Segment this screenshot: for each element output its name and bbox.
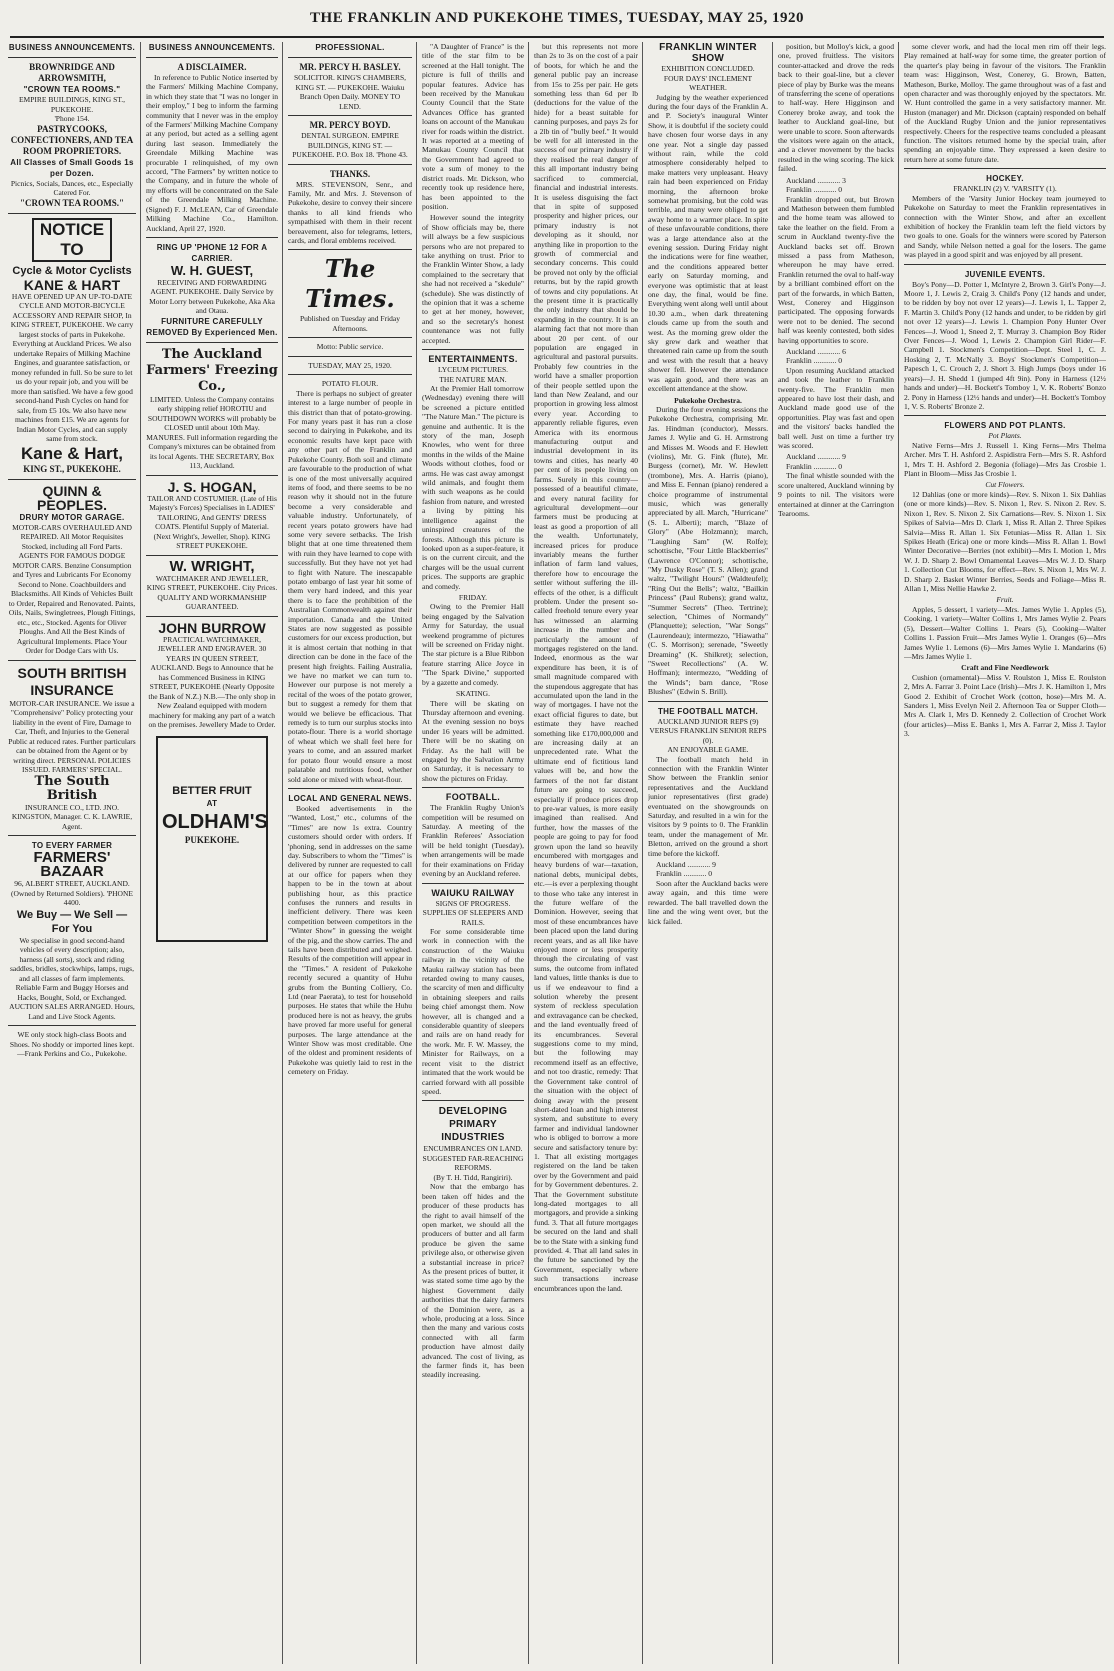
juvenile-heading: JUVENILE EVENTS. (964, 269, 1046, 279)
divider (904, 264, 1106, 265)
score-line: Franklin ............ 0 (786, 461, 843, 471)
insurance-logo: The South British (34, 773, 110, 803)
ad-goods: All Classes of Small Goods 1s per Dozen. (10, 157, 134, 178)
match-continued-3: Upon resuming Auckland attacked and took the leather to Franklin twenty-five. The Franklin men appeared to have lost their dash, and Auckland made good use of the opportunities. Play was fast and open and the visitors' backs handled the ball well. Just on time a further try was scored. (778, 365, 894, 451)
divider (288, 249, 412, 250)
orchestra-heading: Pukekohe Orchestra. (674, 395, 742, 405)
oldhams-town: PUKEKOHE. (184, 834, 240, 845)
editorial-title: POTATO FLOUR. (321, 379, 379, 389)
column-4 (422, 42, 524, 1664)
score-line: Auckland ............ 3 (786, 175, 846, 185)
craft-body: Cushion (ornamental)—Miss V. Roulston 1, Miss E. Roulston 2, Mrs A. Farrar 3. Point Lace (Irish)—Mrs J. K. Hamilton 1, Mrs Good 2. Exhibit of Crochet Work (cotton, hose)—Mrs M. A. Sanders 1, Miss Evelyn Neil 2. Afternoon Tea or Supper Cloth—Mrs A. Clark 1, Mrs D. Kennedy 2. Collection of Crochet Work (four articles)—Miss E. Banks 1, Mrs A. Farrar 2, Miss J. Taylor 3. (904, 672, 1106, 739)
winter-show-heading: FRANKLIN WINTER SHOW (659, 42, 757, 64)
winter-show-sub: EXHIBITION CONCLUDED. (661, 64, 755, 73)
divider (8, 57, 136, 58)
divider (8, 213, 136, 214)
column-rule (416, 42, 417, 1664)
winter-show-sub2: FOUR DAYS' INCLEMENT WEATHER. (663, 73, 753, 92)
guest-body: RECEIVING AND FORWARDING AGENT. PUKEKOHE. Daily Service by Motor Lorry between Pukekohe, Aka Aka and Otaua. (149, 277, 275, 316)
freezing-body: LIMITED. Unless the Company contains early shipping relief HOROTIU and SOUTHDOWN WORKS will probably be CLOSED until about 10th May. MANURES. Full information regarding the Company's mixtures can be obtained from its local Agents. THE SECRETARY, Box 113, Auckland. (146, 394, 278, 471)
match-continued-2: Franklin dropped out, but Brown and Matheson between them fumbled and the home team was allowed to take the leather on the field. From a scrum in Auckland twenty-five the Auckland backs set off. Brown missed a pass from Matheson, whereupon he may have erred. Franklin returned the oval to half-way by a brilliant combined effort on the part of the forwards, in which Batten, West, Conerey and Higginson participated. The opposing forwards were not to be denied. The second half was keenly contested, both sides having opportunities to score. (778, 194, 894, 345)
ad-address: EMPIRE BUILDINGS, KING ST., PUKEKOHE. (18, 95, 126, 114)
divider (146, 57, 278, 58)
masthead: THE FRANKLIN AND PUKEKOHE TIMES, TUESDAY, MAY 25, 1920 (310, 10, 804, 26)
local-news-body: Booked advertisements in the "Wanted, Lost," etc., columns of the "Times" are now 1s extra. Country customers should order with orders. If 'phoning, send in addresses on the same day. Subscribers to whom the "Times" is delivered by runner are requested to call at our office for papers when they happen to be in the town at about publishing hour, as this practice confuses the runners and results in inefficient delivery. There was keen competition between competitors in the "Winter Show" in guessing the weight of the pig, and the show carries. The and tails have been distributed and weighed. Results of the competition will appear in the "Times." A resident of Pukekohe recently secured a quantity of Huhu grubs from the Bunting Colliery, Co. Ltd (near Paerata), to test for household purposes. He states that while the Huhu produced here is not as heavy, the grubs have proved far more useful for general purposes. The large attendance at the Winter Show was most creditable. One of the oldest and prominent residents of Pukekohe was quietly laid to rest in the cemetery on Friday. (288, 803, 412, 1077)
oldhams-line-2: AT (206, 798, 218, 808)
column-rule (140, 42, 141, 1664)
hockey-body: Members of the 'Varsity Junior Hockey team journeyed to Pukekohe on Saturday to meet the Franklin representatives in connection with the Winter Show, and after an excellent exhibition of hockey the Franklin team left the field victors by two goals to one. Goals for the winners were scored by Paterson and Sandy, while Nelson netted a goal for the losers. The game was played in a good spirit and was enjoyed by all present. (904, 193, 1106, 260)
match-sub: AUCKLAND JUNIOR REPS (9) VERSUS FRANKLIN SENIOR REPS (0). (649, 716, 767, 745)
kane-hart-heading: KANE & HART (23, 276, 121, 293)
ad-phone: 'Phone 154. (54, 114, 90, 123)
section-heading: BUSINESS ANNOUNCEMENTS. (8, 43, 136, 52)
fruit-heading: Fruit. (996, 595, 1014, 605)
column-rule (642, 42, 643, 1664)
craft-heading: Craft and Fine Needlework (961, 663, 1049, 673)
orchestra-body: During the four evening sessions the Pukekohe Orchestra, comprising Mr. Jas. Hindman (conductor), Messrs. James J. Wylie and G. H. Armstrong and Misses M. Woods and F. Hewlett (violins), Mr. G. Fink (flute), Mr. Burgess (cornet), Mr. W. Hewlett (trombone), Mrs. A. Harris (piano), and Miss E. Fennan (piano) rendered a choice programme of instrumental music, which was generally appreciated by all. March, "Hurricane" (S. L. Alberti); march, "Blaze of Glory" (Abe Holzmann); march, "Laughing Sam" (W. Rolfe); schottische, "Four Little Blackberries" (Lawrence O'Connor); schottische, "My Dusky Rose" (T. S. Allen); grand waltz, "Twilight Hours" (Waldteufel); "Ring Out the Bells"; waltz, "Bailkin Princess" (Paul Rubens); grand waltz, "Summer Secrets" (Theo. Tertrine); selection, "Chimes of Normandy" (Planquette); selection, "War Songs" (Laurendeau); intermezzo, "Hiawatha" (C. S. Morrison); serenade, "Sweetly Dreaming" (K. Shilkret); selection, "Sweet Recollections" (A. W. Hoffman); intermezzo, "Wedding of the Winds"; barn dance, "Rose Blushes" (Edwin S. Brill). (648, 405, 768, 697)
oldhams-name: OLDHAM'S (162, 810, 268, 833)
score-line: Franklin ............ 0 (786, 356, 843, 366)
times-nameplate: The Times. (305, 254, 395, 314)
furniture-note: FURNITURE CAREFULLY REMOVED By Experienced Men. (146, 316, 278, 337)
bazaar-body: We specialise in good second-hand vehicles of every description; also, harness (all sorts), stock and riding saddles, bridles, stockwhips, lamps, rugs, and all classes of farm implements. Reliable Farm and Buggy Horses and Hacks, Bought, Sold, or Exchanged. AUCTION SALES ARRANGED. Hours, Land and Live Stock Agents. (9, 935, 135, 1021)
lyceum-body: At the Premier Hall tomorrow (Wednesday) evening there will be screened a picture entitled "The Nature Man." The picture is genuine and authentic. It is the story of the man, Joseph Knowles, who went for three months in the wilds of the Maine Woods without clothes, food or arms. He was cast away amongst wild animals, and fought them with such weapons as he could fashion from nature, and wrested a living by pitting his intelligence against the uninspired creatures of the forests. Although this picture is looked upon as a super-feature, it is on the current circuit, and the charges will be the usual current prices. The supports are graphic and comedy. (422, 384, 524, 591)
news-paragraph: However sound the integrity of Show officials may be, there will always be a few suspicious persons who are not prepared to take anything on trust. Prior to the Franklin Winter Show, a lady complained to the secretary that she had not received a "skedule" (schedule). She was distinctly of the opinion that it was a scheme to get at her money, however, and so the secretary's honest countenance was not fully accepted. (422, 213, 524, 345)
divider (288, 57, 412, 58)
ad-catered: Picnics, Socials, Dances, etc., Especially Catered For. (10, 178, 134, 197)
divider (288, 164, 412, 165)
kane-hart-body: HAVE OPENED UP AN UP-TO-DATE CYCLE AND MOTOR-BICYCLE ACCESSORY AND REPAIR SHOP, In KING STREET, PUKEKOHE. We carry largest stocks of parts in Pukekohe. Everything at Auckland Prices. We also undertake Repairs of Milking Machine Engines, and guarantee satisfaction, or money refunded in full. So be sure to let us do your repair job, and you will be more than satisfied. We have a few good second-hand Push Cycles on hand for sale, from £5 10s. We also have new machines from £15. We are agents for Indian Motor Cycles, and can supply same from stock. (10, 291, 134, 443)
score-line: Auckland ............ 9 (786, 452, 846, 462)
thanks-heading: THANKS. (329, 168, 371, 179)
wright-heading: W. WRIGHT, (169, 557, 255, 575)
waiuku-heading: WAIUKU RAILWAY (431, 887, 515, 898)
score-line: Auckland ............ 9 (656, 860, 716, 870)
column-7 (778, 42, 894, 1664)
thanks-body: MRS. STEVENSON, Senr., and Family, Mr. and Mrs. J. Stevenson of Pukekohe, desire to convey their sincere thanks to all kind friends who sympathised with them in their recent bereavement, also for telegrams, letters, cards, and floral emblems received. (288, 179, 412, 245)
match-continued-4: The final whistle sounded with the score unaltered, Auckland winning by 9 points to nil. The visitors were entertained at dinner at the Carrington Tearooms. (778, 471, 894, 518)
divider (904, 415, 1106, 416)
winter-show-body: Judging by the weather experienced during the four days of the Franklin A. and P. Society's inaugural Winter Show, it is doubtful if the society could have chosen four worse days in any one year. Not a single day passed without rain, while the cold atmosphere considerably helped to make matters very unpleasant. Heavy rain had been experienced on Friday morning, the afternoon broke somewhat promising, but the cold was terrible, and many were obliged to get away home to a warmer place. In spite of these unfavourable conditions, there was a large attendance also at the evening session. During Friday night the indications were for fine weather, and the conditions appeared better early on Saturday morning, and everyone was optimistic that at least one day, the final, would be fine. Everything went along well until about 10.30 a.m., when dark threatening clouds came up from the south and west. As the morning grew older the sky grew dark and weather that threatened rain came up from the south and west with the result that a heavy shower fell. However the attendance was again good, and there was an excellent attendance at the show. (648, 92, 768, 394)
flowers-heading: FLOWERS AND POT PLANTS. (944, 421, 1066, 431)
editorial-body: There is perhaps no subject of greater interest to a large number of people in this district than that of potato-growing. For many years past it has run a close second to dairying in Pukekohe, and its economic results have kept pace with any other part of the Franklin and Pukekohe County. Both soil and climate are favourable to the production of what is one of the most universally acquired items of food, and there seems to be no reason why it should not in the future become a very considerable and valuable industry. Unfortunately, of recent years potato growers have had some very severe setbacks. The Irish blight that at one time threatened them with ruin they have learned to cope with successfully. But they have not yet had to fight with Nature. The inescapable potato embargo of last year hit some of them very hard indeed, and this year there is to face the prohibition of the Australian Commonwealth against their importation. Canada and the United States are now suggested as possible customers for our excess production, but it is almost certain that nothing in that direction can be done in the face of the present high freights. Failing Australia, we have no market we can turn to. However our purpose is not merely a recital of the woes of the potato grower, but to suggest a remedy for them that would we believe be efficacious. That remedy is to turn our surplus stocks into potato-flour. There is a world shortage of wheat which we shall feel here for years to come, and an assured market for potato flour would ensure a most palatable and nutritious food, whether sold alone or mixed with wheat-flour. (288, 388, 412, 784)
friday-body: Owing to the Premier Hall being engaged by the Salvation Army for Saturday, the usual weekend programme of pictures will be screened on Friday night. The star picture is a Blue Ribbon feature starring Alice Joyce in "The Spark Divine," supported by a gazette and comedy. (422, 602, 524, 687)
wright-body: WATCHMAKER AND JEWELLER, KING STREET, PUKEKOHE. City Prices. QUALITY AND WORKMANSHIP GUARANTEED. (146, 573, 278, 612)
carrier-heading: RING UP 'PHONE 12 FOR A CARRIER. (156, 242, 268, 263)
developing-sub2: SUGGESTED FAR-REACHING REFORMS. (422, 1153, 524, 1173)
bazaar-slogan: We Buy — We Sell — For You (16, 908, 128, 935)
burrow-heading: JOHN BURROW (158, 619, 266, 636)
hogan-body: TAILOR AND COSTUMIER. (Late of His Majesty's Forces) Specialises in LADIES' TAILORING, And GENTS' DRESS COATS. Plentiful Supply of Material. (Next Wright's, Jeweller, Shop). KING STREET PUKEKOHE. (147, 493, 277, 551)
divider (288, 374, 412, 375)
boyd-body: DENTAL SURGEON. EMPIRE BUILDINGS, KING ST. — PUKEKOHE. P.O. Box 18. 'Phone 43. (292, 131, 408, 159)
hockey-sub: FRANKLIN (2) V. 'VARSITY (1). (953, 184, 1057, 194)
divider (8, 660, 136, 661)
ad-firm-name: BROWNRIDGE AND ARROWSMITH, (29, 62, 115, 83)
divider (422, 1100, 524, 1101)
developing-sub: ENCUMBRANCES ON LAND. (423, 1144, 523, 1154)
ad-rooms-repeat: "CROWN TEA ROOMS." (19, 197, 125, 208)
match-body-2: Soon after the Auckland backs were away again, and this time were rewarded. The ball travelled down the line and the wing went over, but the kick failed. (648, 878, 768, 926)
divider (146, 616, 278, 617)
skating-body: There will be skating on Thursday afternoon and evening. At the evening session no boys under 16 years will be admitted. There will be no skating on Friday. As the hall will be engaged by the Salvation Army on Saturday, it is necessary to show the pictures on Friday. (422, 698, 524, 783)
divider (288, 115, 412, 116)
kane-hart-logo: Kane & Hart, (20, 443, 124, 463)
quinn-heading: QUINN & PEOPLES. (36, 482, 108, 513)
flowers-body: Native Ferns—Mrs J. Russell 1. King Ferns—Mrs Thelma Archer. Mrs T. H. Ashford 2. Aspidistra Fern—Mrs S. R. Ashford 1, Mrs T. H. Ashford 2. Begonia (foliage)—Mrs Jas Crosbie 1. Plant in Bloom—Miss Jas Crosbie 1. (904, 440, 1106, 479)
section-heading: PROFESSIONAL. (315, 43, 385, 52)
match-summary: some clever work, and had the local men rim off their legs. Play remained at half-way for some time, the greater portion of the quarter's play being in favour of the visitors. The Franklin team was: Higginson, West, Conerey, G. Brown, Batten, Matheson, Burke, Molloy. The game throughout was of a fast and open character and was thoroughly enjoyed by the spectators. Mr. W. Hunt controlled the game in a very satisfactory manner. Mr. Huston (manager) and Mr. Dickson (captain) responded on behalf of the Auckland Rugby Union and the junior representatives respectively. Cheers for the respective teams concluded a pleasant function. The visitors returned home by the special train, after spending an enjoyable time. They expressed a keen desire to return here at some future date. (904, 42, 1106, 164)
ad-trades: PASTRYCOOKS, CONFECTIONERS, AND TEA ROOM PROPRIETORS. (10, 123, 134, 156)
waiuku-sub2: SUPPLIES OF SLEEPERS AND RAILS. (422, 908, 524, 927)
bazaar-address: 96, ALBERT STREET, AUCKLAND. (Owned by Returned Soldiers). 'PHONE 4400. (11, 879, 133, 907)
cut-flowers-heading: Cut Flowers. (985, 480, 1025, 490)
divider (288, 788, 412, 789)
hockey-heading: HOCKEY. (986, 174, 1024, 184)
waiuku-sub: SIGNS OF PROGRESS. (435, 898, 511, 908)
divider (8, 1025, 136, 1026)
disclaimer-heading: A DISCLAIMER. (177, 62, 247, 72)
football-body: The Franklin Rugby Union's competition will be resumed on Saturday. A meeting of the Franklin Referees' Association will be held tonight (Tuesday), when arrangements will be made for their examinations on Friday evening by an Auckland referee. (422, 803, 524, 879)
insurance-heading: SOUTH BRITISH INSURANCE (17, 664, 127, 698)
divider (8, 479, 136, 480)
quinn-body: MOTOR-CARS OVERHAULED AND REPAIRED. All Motor Requisites Stocked, including all Ford Parts. AGENTS FOR FAMOUS DODGE MOTOR CARS. Benzine Consumption and Tyres and Lubricants For Economy Second to None. Coachbuilders and Blacksmiths. All Kinds of Vehicles Built to Order, Repaired and Renovated. Paints, Oils, Nails, Swingletrees, Plough Fittings, etc., etc., Stocked. Agents for Oliver Ploughs. And All the Best Kinds of Agricultural Implements. Place Your Order for Dodge Cars with Us. (8, 522, 136, 655)
publication-days: Published on Tuesday and Friday Afternoons. (299, 314, 400, 333)
skating-heading: SKATING. (456, 689, 490, 699)
divider (288, 337, 412, 338)
match-heading: THE FOOTBALL MATCH. (657, 706, 759, 716)
divider (422, 787, 524, 788)
divider (146, 342, 278, 343)
juvenile-body: Boy's Pony—D. Potter 1, McIntyre 2, Brown 3. Girl's Pony—J. Moore 1, J. Lewis 2, Craig 3. Child's Pony (12 hands and under, to be ridden by boy not over 12 years)—J. Lewis 1, L. Tapper 2, F. Martin 3. Child's Pony (12 hands and under, to be ridden by girl not over 12 years)—J. Lewis 1. Champion Pony Hunter Over Fences—J. Wood 1, Sneed 2, T. Murray 3. Champion Boy Rider Over Fences—J. Wood 1, Lewis 2. Champion Girl Rider—F. Campbell 1. Stockmen's Competition—Dept. Steel 1, C. J. Hosking 2, T. McNally 3. Boys' Stockmen's Competition—Papesch 1, C. Crouch 2, J. Short 3. High Jumps (boys under 16 years)—J. H. Shedd 1 (jumped 4ft 9in). Pony in Harness (12½ hands and under)—H. Bockett's Tomboy 1, V. K. Roberts' Bonzo 2. Pony in Harness (12½ hands and under)—H. Bockett's Tomboy 1, V. S. Roberts' Bronze 2. (904, 279, 1106, 411)
match-continued: position, but Molloy's kick, a good one, proved fruitless. The visitors counter-attacked and drove the reds back to their goal-line, but a clever piece of play by Burke was the means of transferring the scene of operations to half-way. Here Higginson and Conerey broke away, and took the leather to Auckland goal-line, but were unable to score. Soon afterwards the visitors were again on the attack, and a clever movement by the backs resulted in the wing scoring. The kick failed. (778, 42, 894, 174)
divider (422, 349, 524, 350)
column-1 (8, 42, 136, 1664)
freezing-heading: The Auckland Farmers' Freezing Co., (146, 346, 278, 394)
column-5 (534, 42, 638, 1664)
boyd-heading: MR. PERCY BOYD. (309, 120, 391, 130)
burrow-body: PRACTICAL WATCHMAKER, JEWELLER AND ENGRAVER. 30 YEARS IN QUEEN STREET, AUCKLAND. Begs to Announce that he has Commenced Business in KING STREET, PUKEKOHE (Nearly Opposite the Bank of N.Z.) N.B.—The only shop in New Zealand equipped with modern machinery for making any part of a watch on the premises. Jewellery Made to Order. (148, 634, 276, 730)
motto: Motto: Public service. (316, 342, 384, 352)
disclaimer-body: In reference to Public Notice inserted by the Farmers' Milking Machine Company, in which they state that "I was no longer in their employ," I beg to inform the farming community that I never was in the employ of the Farmers' Milking Machine Company at any period, but acted as a selling agent during last season. Immediately the Greendale Milking Machine was procurable I relinquished, of my own accord, "The Farmers" by written notice to the Company, and in future the whole of my efforts will be concentrated on the Sale of the Greendale Milking Machine. (Signed) F. J. McLEAN, Car of Greendale Milking Machine Co., Hamilton. Auckland, April 27, 1920. (146, 73, 278, 233)
match-sub2: AN ENJOYABLE GAME. (667, 745, 749, 755)
basley-body: SOLICITOR. KING'S CHAMBERS, KING ST. — PUKEKOHE. Waiuku Branch Open Daily. MONEY TO LEND. (293, 73, 407, 111)
column-8 (904, 42, 1106, 1664)
section-heading: BUSINESS ANNOUNCEMENTS. (148, 43, 276, 52)
column-rule (898, 42, 899, 1664)
developing-heading: DEVELOPING PRIMARY INDUSTRIES (438, 1106, 508, 1144)
insurance-body: MOTOR-CAR INSURANCE. We issue a "Comprehensive" Policy protecting your liability in the event of Fire, Damage to Car, Theft, and Injuries to the General Public at reduced rates. Further particulars can be obtained from the Agent or by writing direct. PERSONAL POLICIES ISSUED. FARMERS' SPECIAL. (8, 698, 136, 774)
notice-heading: NOTICE TO (32, 218, 112, 262)
basley-heading: MR. PERCY H. BASLEY. (299, 62, 401, 72)
divider (146, 475, 278, 476)
divider (146, 555, 278, 556)
lyceum-heading: LYCEUM PICTURES. (437, 365, 509, 374)
local-news-heading: LOCAL AND GENERAL NEWS. (288, 793, 412, 803)
pot-plants-heading: Pot Plants. (988, 431, 1022, 441)
score-line: Franklin ............ 0 (786, 185, 843, 195)
fruit-body: Apples, 5 dessert, 1 variety—Mrs. James Wylie 1. Apples (5), Cooking, 1 variety—Walter Collins 1, Mrs James Wylie 2. Pears (5), Dessert—Walter Collins 1. Pears (5), Cooking—Walter Collins 1. Passion Fruit—Mrs James Wylie 1. Oranges (6)—Mrs James Wylie 1. Lemons (6)—Mrs James Wylie 1. Mandarins (6)—Mrs James Wylie 1. (904, 604, 1106, 661)
divider (648, 701, 768, 702)
ad-subtitle: "CROWN TEA ROOMS." (23, 85, 121, 94)
masthead-rule (10, 36, 1104, 38)
bottom-ad: WE only stock high-class Boots and Shoes. No shoddy or imported lines kept.—Frank Perkins and Co., Pukekohe. (9, 1030, 135, 1058)
oldhams-ad (156, 736, 268, 942)
news-paragraph: "A Daughter of France" is the title of the star film to be screened at the Hall tonight. The picture is full of thrills and popular features. Advice has been received by the Manukau County Council that the State Advances Office has granted loans on account of the Manukau river for roads within the district. It was reported at a meeting of Manukau County Council that the Government had agreed to vote a sum of money to the district roads. Mr. Dickson, who recently took up residence here, has been appointed to the position. (422, 42, 524, 211)
developing-byline: (By T. H. Tidd, Rangiriri). (433, 1172, 513, 1182)
column-rule (772, 42, 773, 1664)
column-2 (146, 42, 278, 1664)
developing-body: Now that the embargo has been taken off hides and the producer of these products has the right to avail himself of the open market, we should all the producers of butter and all farm produce be given the same privilege also, or otherwise given a substantial increase in price? As the present prices of butter, it was stated some time ago by the highest Government daily authorities that the dairy farmers of the Dominion were, as a whole, producing at a loss. Since then the many and various costs connected with all farm production have almost daily advanced. The cost of living, as the farmer finds it, has been steadily increasing. (422, 1182, 524, 1380)
score-line: Franklin ............ 0 (656, 869, 713, 879)
cycle-heading: Cycle & Motor Cyclists (12, 264, 132, 277)
column-rule (282, 42, 283, 1664)
divider (146, 237, 278, 238)
oldhams-line-1: BETTER FRUIT (172, 784, 252, 797)
divider (422, 883, 524, 884)
bazaar-heading: FARMERS' BAZAAR (33, 849, 111, 880)
divider (904, 168, 1106, 169)
guest-heading: W. H. GUEST, (170, 262, 254, 278)
column-6 (648, 42, 768, 1664)
divider (8, 835, 136, 836)
issue-date: TUESDAY, MAY 25, 1920. (308, 360, 392, 370)
divider (288, 356, 412, 357)
column-rule (528, 42, 529, 1664)
lyceum-title: THE NATURE MAN. (439, 374, 507, 384)
friday-heading: FRIDAY. (458, 592, 488, 602)
quinn-garage: DRURY MOTOR GARAGE. (19, 512, 125, 522)
insurance-agents: INSURANCE CO., LTD. JNO. KINGSTON, Manager. C. K. LAWRIE, Agent. (11, 802, 133, 831)
score-line: Auckland ............ 6 (786, 347, 846, 356)
football-heading: FOOTBALL. (445, 792, 501, 803)
match-body: The football match held in connection with the Franklin Winter Show between the Franklin senior representatives and the Auckland junior representatives (first grade) eventuated on the showgrounds on Saturday, and resulted in a win for the visitors by 9 points to 0. The Franklin team, under the management of Mr. Bletton, arrived on the ground a short time before the kickoff. (648, 754, 768, 858)
bazaar-kicker: TO EVERY FARMER (31, 841, 113, 850)
waiuku-body: For some considerable time work in connection with the construction of the Waiuku railway in the vicinity of the Mauku railway station has been retarded owing to many causes, the scarcity of men and difficulty in obtaining sleepers and rails being chief amongst them. Now however, all is changed and a considerable quantity of sleepers and rails are on hand ready for the work. Mr. F. W. Massey, the Minister for Railways, on a recent visit to the district intimated that the work would be carried forward with all possible speed. (422, 927, 524, 1096)
column-3 (288, 42, 412, 1664)
hogan-heading: J. S. HOGAN, (167, 478, 257, 495)
entertainments-heading: ENTERTAINMENTS. (428, 354, 518, 364)
cut-flowers-body: 12 Dahlias (one or more kinds)—Rev. S. Nixon 1. Six Dahlias (one or more kinds)—Rev. S. Nixon 1, Rev. S. Nixon 2. Rev. S. Nixon 1, Rev. S. Nixon 2. Six Carnations—Rev. S. Nixon 1. Six Spikes of Salvia—Mrs D. Clark 1, Miss R. Allan 2. Three Spikes Salvia—Miss R. Allan 1. Six Fetunias—Miss R. Allan 1. Six Spikes Heath (Erica) one or more kinds—Miss R. Allan 1. Bowl Winter Decorative—Berries (not exhibit)—Mrs I. Motion 1, Mrs W. J. D. Sharp 2. Bowl Ornamental Leaves—Mrs W. J. D. Sharp 1. Collection Cut Blooms, for effect—Rev. S. Nixon 1, Mrs W. J. D. Sharp 2. Basket Winter Berries, Seeds and Foliage—Miss R. Allan 1, Miss Nellie Hawke 2. (904, 489, 1106, 593)
kane-hart-address: KING ST., PUKEKOHE. (23, 463, 121, 474)
developing-continued: but this represents not more than 2s to 3s on the cost of a pair of boots, for which he and the general public pay an increase from 15s to 25s per pair. He gets something less than 6d per lb (deductions for the value of the hide) for a beast suitable for canning purposes, and pays 2s for a 2lb tin of "bully beef." It would be well for all interested in the success of our primary industry if they realised the real danger of this all important industry being sacrificed to commercial, financial and industrial interests. It is useless disguising the fact that in spite of supposed prosperity and higher prices, our primary industry is not developing as it should, nor anything like in proportion to the growth of commercial and secondary concerns. This could be proved not only by the official returns, but by the rapid growth of towns and city populations. At the present time it is practically the only industry that should be expanding in the country. It is an alarming fact that not more than about 20 per cent. of our population are engaged in agricultural and pastoral pursuits. Probably few countries in the world have a smaller proportion of their people settled upon the land than New Zealand, and our proportion in growing less almost every year. According to apparently reliable figures, even America with its enormous manufacturing output and industrial development in its towns and cities, has nearly 40 per cent of its people living on farms. Surely in this country—possessed of a beautiful climate, and every natural facility for agricultural development—our farmers must be producing at least as good a proportion of all the wealth. Unfortunately, increased prices for produce invariably means the further inflation of farm land values, therefore how to encourage the settler without suffering the ill-effects of the other, is a difficult problem. Under the present so-called freehold tenure every year has witnessed an alarming increase in the number and particularly the amount of mortgages registered on the land. Indeed, enormous as the war expenditure has been, it is of small magnitude compared with the stupendous aggregate that has accumulated upon the land in the way of mortgages. I have not the exact official figures to date, but estimate they have reached something like £170,000,000 and are increasing daily at an unprecedented rate. What the ultimate end of fictitious land values will be, and how the farmers of the not far distant future are going to succeed, especially if produce prices drop to pre-war values, is more easily imagined than realised. And further, how the masses of the people are going to pay for food grown upon the land so heavily encumbered with mortgages and heavy burdens of war—taxation, national debts, municipal debts, etc.—is ever a perplexing thought to those who take any interest in the future welfare of the Dominion. However, seeing that most of these encumbrances have been placed upon the land during recent years, and as all like have enjoyed more or less prosperity through the circulating of vast sums, the outcome from inflated land values, little thanks is due to us if we endeavour to find a solution whereby the present system of reckless speculation and extravagance can be checked, and the land eventually freed of its encumbrances. Several suggestions come to my mind, but the following may recommend itself as an effective, and not too drastic, remedy: That the Government take control of the situation with the object of doing away with the present short-dated loan and high interest system, and substitute to every farmer and individual landowner who is obliged to borrow a more secure and satisfactory tenure by: 1. That all existing mortgages registered on the land be taken over by the Government and paid for by Government debentures. 2. That the Government substitute long-dated mortgages to all mortgagors, and provide a sinking fund. 3. That all future mortgages be secured on the land and shall be to the State with a sinking fund provided. 4. That all land sales in the future be sanctioned by the Government, especially where such transactions increase encumbrances upon the land. (534, 42, 638, 1293)
